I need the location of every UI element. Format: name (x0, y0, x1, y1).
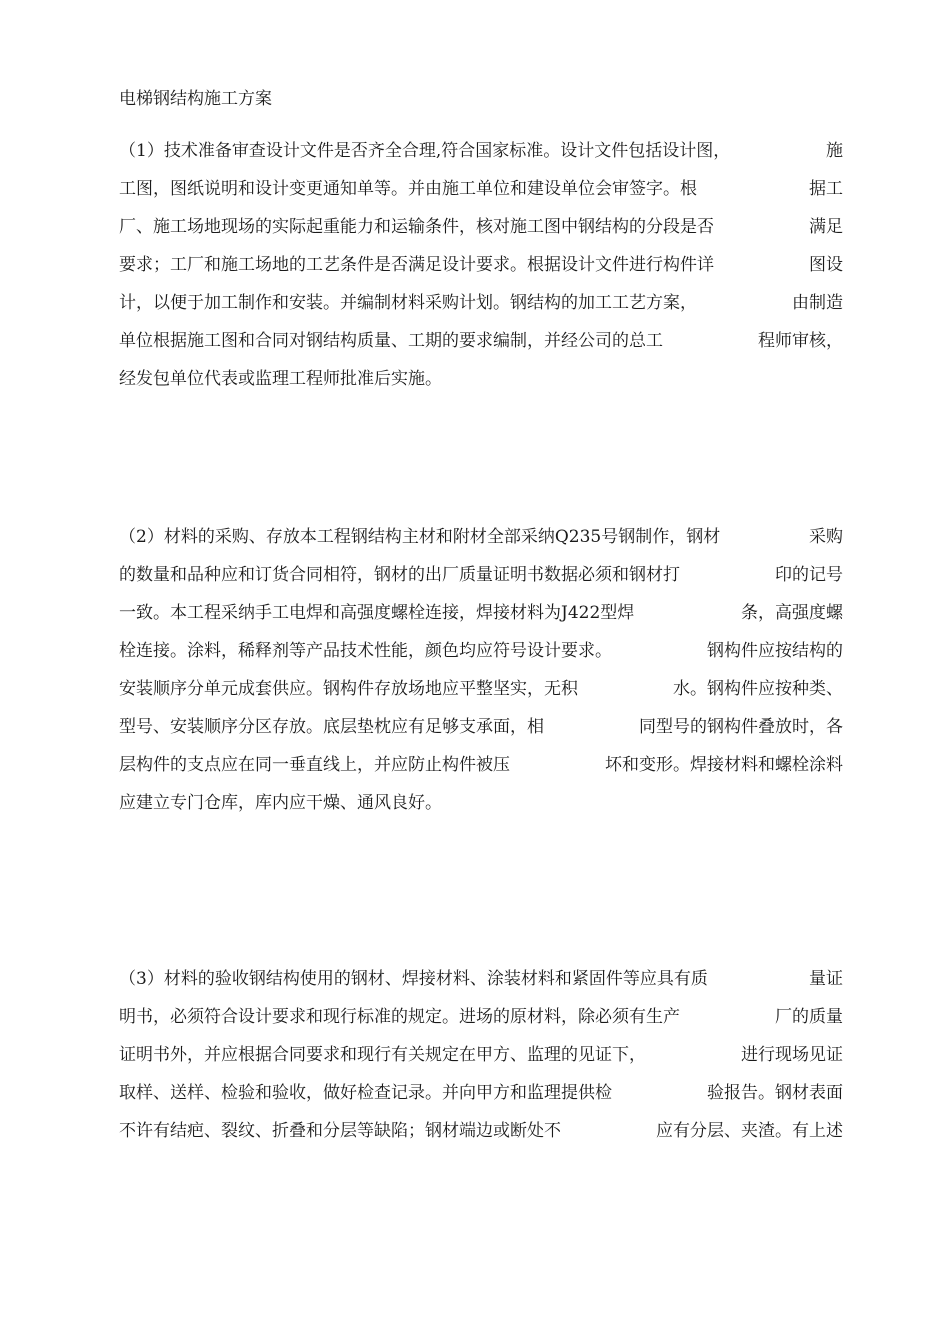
text-segment: 由制造 (792, 293, 843, 313)
text-line (119, 284, 843, 322)
text-segment: 进行现场见证 (741, 1045, 843, 1065)
text-segment: 一致。本工程采纳手工电焊和高强度螺栓连接，焊接材料为J422型焊 (119, 603, 635, 623)
paragraph-technical-preparation (119, 132, 843, 398)
text-segment: 厂、施工场地现场的实际起重能力和运输条件，核对施工图中钢结构的分段是否 (119, 217, 714, 237)
text-segment: 施 (826, 141, 843, 161)
text-segment: 证明书外，并应根据合同要求和现行有关规定在甲方、监理的见证下， (119, 1045, 646, 1065)
text-segment: 取样、送样、检验和验收，做好检查记录。并向甲方和监理提供检 (119, 1083, 612, 1103)
text-segment: 钢构件应按结构的 (707, 641, 843, 661)
text-segment: 量证 (809, 969, 843, 989)
text-segment: 据工 (809, 179, 843, 199)
text-line (119, 998, 843, 1036)
text-line (119, 132, 843, 170)
text-segment: 厂的质量 (775, 1007, 843, 1027)
text-segment: 单位根据施工图和合同对钢结构质量、工期的要求编制，并经公司的总工 (119, 331, 663, 351)
text-line (119, 518, 843, 556)
text-line (119, 632, 843, 670)
paragraph-material-procurement (119, 518, 843, 822)
text-line (119, 594, 843, 632)
text-line (119, 1074, 843, 1112)
text-line (119, 170, 843, 208)
text-segment: 满足 (809, 217, 843, 237)
text-line (119, 360, 843, 398)
text-segment: 坏和变形。焊接材料和螺栓涂料 (605, 755, 843, 775)
text-line (119, 556, 843, 594)
document-title: 电梯钢结构施工方案 (119, 89, 272, 109)
text-segment: （3）材料的验收钢结构使用的钢材、焊接材料、涂装材料和紧固件等应具有质 (119, 969, 708, 989)
text-segment: 经发包单位代表或监理工程师批准后实施。 (119, 369, 442, 389)
text-segment: 应建立专门仓库，库内应干燥、通风良好。 (119, 793, 442, 813)
text-line (119, 246, 843, 284)
text-segment: 要求；工厂和施工场地的工艺条件是否满足设计要求。根据设计文件进行构件详 (119, 255, 714, 275)
text-segment: 同型号的钢构件叠放时，各 (639, 717, 843, 737)
text-segment: 栓连接。涂料，稀释剂等产品技术性能，颜色均应符号设计要求。 (119, 641, 612, 661)
text-line (119, 746, 843, 784)
text-segment: 应有分层、夹渣。有上述 (656, 1121, 843, 1141)
text-segment: 条，高强度螺 (741, 603, 843, 623)
text-line (119, 960, 843, 998)
text-line (119, 784, 843, 822)
paragraph-material-acceptance (119, 960, 843, 1150)
text-segment: 程师审核， (758, 331, 843, 351)
text-segment: 不许有结疤、裂纹、折叠和分层等缺陷；钢材端边或断处不 (119, 1121, 561, 1141)
text-line (119, 208, 843, 246)
text-segment: 明书，必须符合设计要求和现行标准的规定。进场的原材料，除必须有生产 (119, 1007, 680, 1027)
text-segment: 计，以便于加工制作和安装。并编制材料采购计划。钢结构的加工工艺方案， (119, 293, 697, 313)
text-segment: 型号、安装顺序分区存放。底层垫枕应有足够支承面，相 (119, 717, 544, 737)
text-line (119, 670, 843, 708)
text-segment: 工图，图纸说明和设计变更通知单等。并由施工单位和建设单位会审签字。根 (119, 179, 697, 199)
text-line (119, 1112, 843, 1150)
text-segment: 图设 (809, 255, 843, 275)
text-segment: 采购 (809, 527, 843, 547)
text-segment: 安装顺序分单元成套供应。钢构件存放场地应平整坚实，无积 (119, 679, 578, 699)
text-line (119, 1036, 843, 1074)
text-segment: 层构件的支点应在同一垂直线上，并应防止构件被压 (119, 755, 510, 775)
text-segment: 的数量和品种应和订货合同相符，钢材的出厂质量证明书数据必须和钢材打 (119, 565, 680, 585)
text-segment: 水。钢构件应按种类、 (673, 679, 843, 699)
text-segment: 印的记号 (775, 565, 843, 585)
text-segment: （2）材料的采购、存放本工程钢结构主材和附材全部采纳Q235号钢制作，钢材 (119, 527, 721, 547)
text-line (119, 322, 843, 360)
text-segment: （1）技术准备审查设计文件是否齐全合理,符合国家标准。设计文件包括设计图， (119, 141, 731, 161)
text-segment: 验报告。钢材表面 (707, 1083, 843, 1103)
text-line (119, 708, 843, 746)
